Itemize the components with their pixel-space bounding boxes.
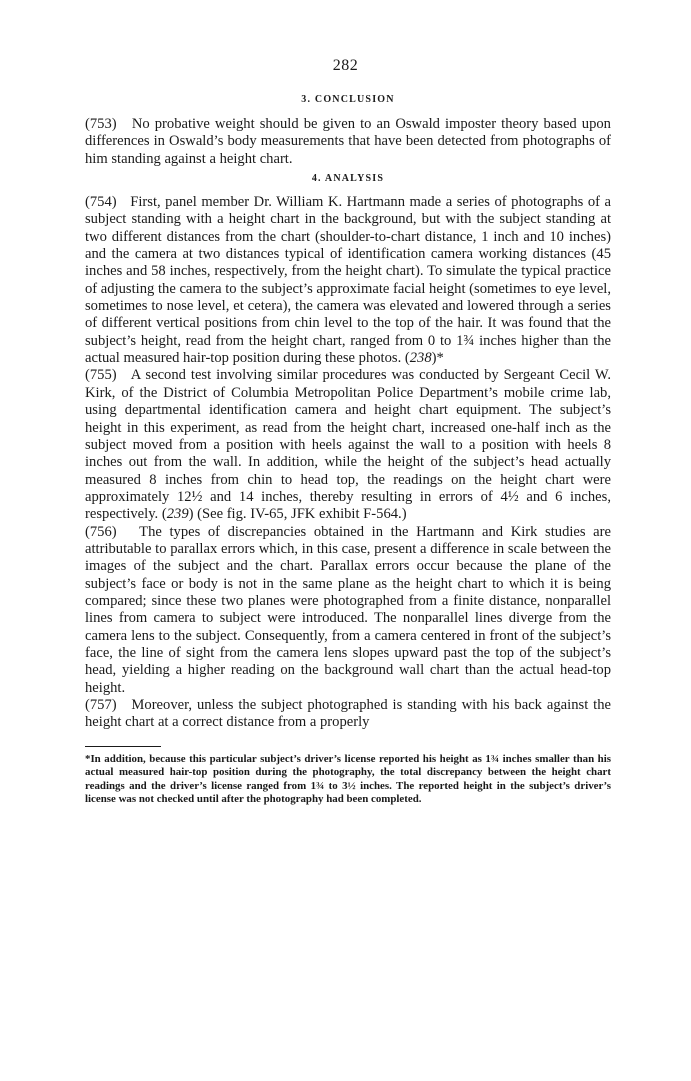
paragraph-number: (756): [85, 523, 117, 540]
paragraph-text: Moreover, unless the subject photographed is standing with his back against the height chart at a correct distance from a properly: [85, 697, 612, 731]
paragraph-755: [85, 367, 611, 523]
paragraph-text: No probative weight should be given to an Oswald imposter theory based upon differences in Oswald’s body measurements that have been detected from photographs of him standing against a height chart.: [85, 116, 611, 167]
paragraph-number: (753): [85, 116, 117, 132]
section-heading-conclusion: 3. CONCLUSION: [301, 94, 395, 105]
paragraph-text: A second test involving similar procedures was conducted by Sergeant Cecil W. Kirk, of the District of Columbia Metropolitan Police Department’s mobile crime lab, using departmental identification camera and height chart equipment. The subject’s height in this experiment, as read from the height chart, increased one-half inch as the subject moved from a position with heels against the wall to a position with heels 8 inches out from the wall. In addition, while the height of the subject’s head actually measured 8 inches from chin to head top, the readings on the height chart were approximately 12½ and 14 inches, thereby resulting in errors of 4½ and 6 inches, respectively. (: [85, 367, 612, 523]
paragraph-text: The types of discrepancies obtained in the Hartmann and Kirk studies are attributable to parallax errors which, in this case, present a difference in scale between the images of the subject and the chart. Parallax errors occur because the plane of the subject’s face or body is not in the same plane as the height chart to which it is being compared; since these two planes were photographed from a finite distance, nonparallel lines from camera to subject were introduced. The nonparallel lines diverge from the camera lens to the subject. Consequently, from a camera centered in front of the subject’s face, the line of sight from the camera lens slopes upward past the top of the subject’s head, yielding a higher reading on the background wall chart than the actual head-top height.: [85, 523, 611, 696]
paragraph-number: (754): [85, 194, 117, 211]
page-body: [85, 93, 611, 807]
paragraph-756: [85, 524, 611, 697]
paragraph-754: [85, 194, 611, 367]
page-number: 282: [332, 57, 359, 74]
reference-citation: 238: [409, 350, 432, 367]
paragraph-text: First, panel member Dr. William K. Hartmann made a series of photographs of a subject standing with a height chart in the background, but with the subject standing at two different distances from the chart (shoulder-to-chart distance, 1 inch and 10 inches) and the camera at two distances typical of identification camera working distances (45 inches and 58 inches, respectively, from the height chart). To simulate the typical practice of adjusting the camera to the subject’s approximate facial height (sometimes to eye level, sometimes to nose level, et cetera), the camera was elevated and lowered through a series of different vertical positions from chin level to the top of the hair. It was found that the subject’s height, read from the height chart, ranged from 0 to 1¾ inches higher than the actual measured hair-top position during these photos. (: [85, 194, 612, 367]
paragraph-text-end: )*: [431, 350, 444, 367]
paragraph-753: [85, 116, 611, 168]
paragraph-number: (757): [85, 697, 117, 713]
footnote-divider: [85, 746, 161, 747]
paragraph-757: [85, 697, 611, 732]
section-heading-analysis: 4. ANALYSIS: [311, 173, 385, 185]
footnote: *In addition, because this particular subject’s driver’s license reported his height as 1¾ inches smaller than his actual measured hair-top position during the photography, the total discrepancy between the height chart readings and the driver’s license ranged from 1¾ to 3½ inches. The reported height in the subject’s driver’s license was not checked until after the photography had been completed.: [85, 752, 611, 806]
paragraph-text-end: ) (See fig. IV-65, JFK exhibit F-564.): [188, 506, 407, 523]
paragraph-number: (755): [85, 367, 117, 384]
reference-citation: 239: [166, 506, 189, 523]
